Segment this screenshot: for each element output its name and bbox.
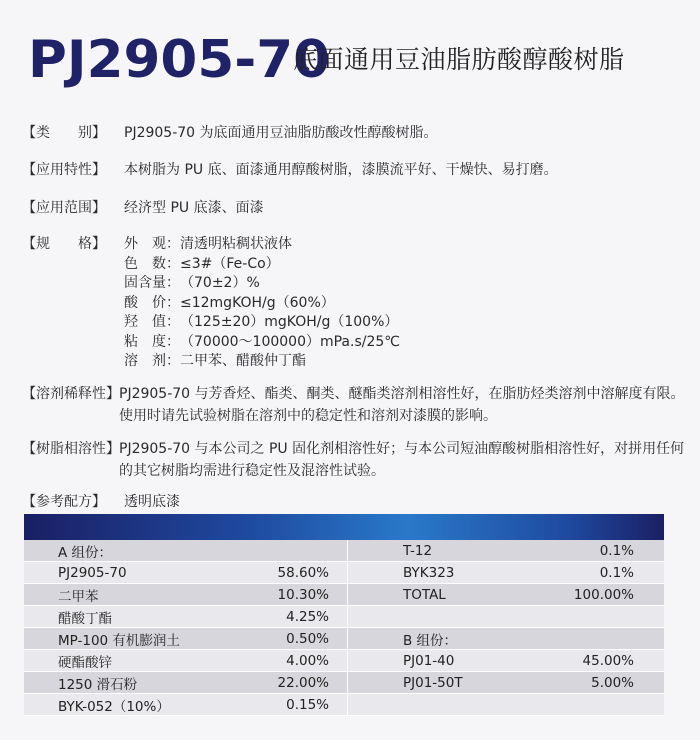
ingredient-b: BYK323 — [348, 562, 540, 584]
amount-a: 58.60% — [226, 562, 348, 584]
spec-key: 粘 度： — [124, 333, 180, 350]
spec-key: 酸 价： — [124, 294, 180, 311]
table-row — [24, 540, 664, 562]
spec-value: 清透明粘稠状液体 — [180, 236, 292, 252]
spec-value: （70000～100000）mPa.s/25℃ — [180, 333, 401, 350]
header — [0, 0, 700, 110]
table-row — [24, 584, 664, 606]
table-row — [24, 628, 664, 650]
amount-b: 0.1% — [539, 562, 664, 584]
amount-a — [226, 540, 348, 562]
amount-a: 22.00% — [226, 672, 348, 694]
spec-value: ≤12mgKOH/g（60%） — [180, 294, 335, 311]
ingredient-b — [348, 606, 540, 628]
amount-b: 0.1% — [539, 540, 664, 562]
section-text: 经济型 PU 底漆、面漆 — [124, 200, 264, 216]
table-row — [24, 606, 664, 628]
section-label: 【类 别】 — [22, 125, 106, 141]
section-text: 本树脂为 PU 底、面漆通用醇酸树脂，漆膜流平好、干燥快、易打磨。 — [124, 162, 558, 178]
section-text: 透明底漆 — [124, 494, 180, 510]
ingredient-a: 硬酯酸锌 — [24, 650, 226, 672]
product-code: PJ2905-70 — [28, 30, 331, 90]
spec-value: 二甲苯、醋酸仲丁酯 — [180, 353, 306, 369]
table-row — [24, 672, 664, 694]
ingredient-a: BYK-052（10%） — [24, 694, 226, 716]
ingredient-b: PJ01-40 — [348, 650, 540, 672]
ingredient-a: MP-100 有机膨润土 — [24, 628, 226, 650]
spec-value: ≤3#（Fe-Co） — [180, 255, 280, 272]
ingredient-a: 二甲苯 — [24, 584, 226, 606]
section-label: 【规 格】 — [22, 236, 106, 252]
ingredient-b: T-12 — [348, 540, 540, 562]
amount-b — [539, 694, 664, 716]
amount-a: 4.25% — [226, 606, 348, 628]
formula-table — [24, 540, 664, 716]
section-text: PJ2905-70 与本公司之 PU 固化剂相溶性好；与本公司短油醇酸树脂相溶性好，对拼用任何的其它树脂均需进行稳定性及混溶性试验。 — [119, 441, 685, 479]
ingredient-b: TOTAL — [348, 584, 540, 606]
ingredient-b: B 组份： — [348, 628, 540, 650]
ingredient-a: PJ2905-70 — [24, 562, 226, 584]
product-name: 底面通用豆油脂肪酸醇酸树脂 — [293, 45, 625, 74]
section-label: 【溶剂稀释性】 — [22, 386, 120, 402]
spec-key: 固含量： — [124, 275, 180, 291]
amount-a: 4.00% — [226, 650, 348, 672]
section-label: 【应用特性】 — [22, 162, 106, 178]
spec-value: （125±20）mgKOH/g（100%） — [180, 314, 399, 330]
spec-key: 色 数： — [124, 255, 180, 272]
section-label: 【应用范围】 — [22, 200, 106, 216]
table-row — [24, 694, 664, 716]
ingredient-b — [348, 694, 540, 716]
section-label: 【参考配方】 — [22, 494, 106, 510]
spec-key: 外 观： — [124, 236, 180, 252]
section-text: PJ2905-70 与芳香烃、酯类、酮类、醚酯类溶剂相溶性好，在脂肪烃类溶剂中溶解度有限。使用时请先试验树脂在溶剂中的稳定性和溶剂对漆膜的影响。 — [119, 386, 685, 424]
amount-b — [539, 606, 664, 628]
amount-b: 5.00% — [539, 672, 664, 694]
amount-b — [539, 628, 664, 650]
section-label: 【树脂相溶性】 — [22, 441, 120, 457]
table-row — [24, 650, 664, 672]
amount-a: 0.50% — [226, 628, 348, 650]
spec-value: （70±2）% — [180, 275, 260, 291]
ingredient-a: A 组份： — [24, 540, 226, 562]
ingredient-a: 1250 滑石粉 — [24, 672, 226, 694]
amount-a: 10.30% — [226, 584, 348, 606]
section-text: PJ2905-70 为底面通用豆油脂肪酸改性醇酸树脂。 — [124, 125, 438, 141]
ingredient-b: PJ01-50T — [348, 672, 540, 694]
spec-key: 羟 值： — [124, 314, 180, 330]
amount-a: 0.15% — [226, 694, 348, 716]
ingredient-a: 醋酸丁酯 — [24, 606, 226, 628]
amount-b: 100.00% — [539, 584, 664, 606]
table-row — [24, 562, 664, 584]
spec-key: 溶 剂： — [124, 353, 180, 369]
spec-line — [124, 350, 306, 372]
formula-header-band — [24, 514, 664, 540]
amount-b: 45.00% — [539, 650, 664, 672]
